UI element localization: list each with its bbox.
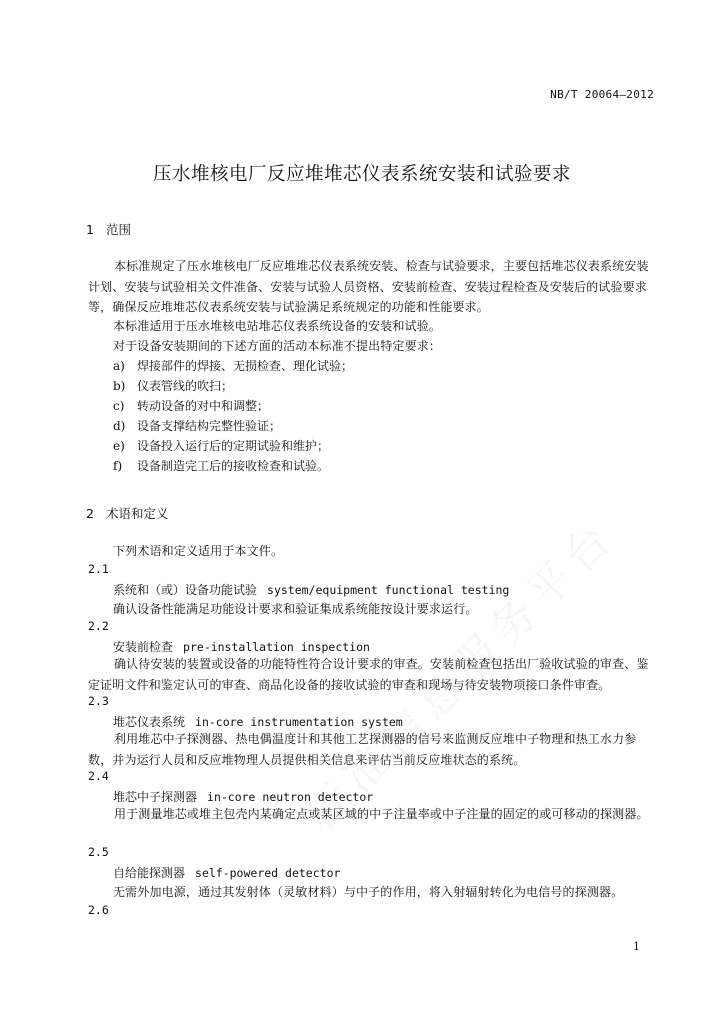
term-cn: 系统和（或）设备功能试验 <box>113 583 258 597</box>
term-heading <box>113 581 509 598</box>
term-definition: 确认设备性能满足功能设计要求和验证集成系统能按设计要求运行。 <box>113 602 478 616</box>
list-text: 焊接部件的焊接、无损检查、理化试验； <box>137 359 354 373</box>
scope-paragraph-2: 本标准适用于压水堆核电站堆芯仪表系统设备的安装和试验。 <box>113 319 442 333</box>
term-en: in-core neutron detector <box>207 790 374 804</box>
list-text: 仪表管线的吹扫； <box>137 379 234 393</box>
section-title: 范围 <box>106 222 132 237</box>
list-item <box>113 357 353 374</box>
list-marker: b) <box>113 379 126 393</box>
list-marker: a) <box>113 359 125 373</box>
list-item <box>113 397 269 414</box>
section-number: 1 <box>86 222 94 237</box>
term-en: self-powered detector <box>195 866 341 880</box>
list-item <box>113 417 281 434</box>
section-1-heading <box>86 220 131 238</box>
section-number: 2 <box>86 506 94 521</box>
term-definition: 无需外加电源，通过其发射体（灵敏材料）与中子的作用，将入射辐射转化为电信号的探测器。 <box>113 885 624 899</box>
list-item <box>113 377 233 394</box>
list-text: 设备支撑结构完整性验证； <box>137 419 282 433</box>
section-2-heading <box>86 504 169 522</box>
term-en: in-core instrumentation system <box>195 715 403 729</box>
term-definition <box>88 729 658 770</box>
paragraph-text: 本标准规定了压水堆核电厂反应堆堆芯仪表系统安装、检查与试验要求，主要包括堆芯仪表系统安装计划、安装与试验相关文件准备、安装与试验人员资格、安装前检查、安装过程检查及安装后的试验要求等，确保反应堆堆芯仪表系统安装与试验满足系统规定的功能和性能要求。 <box>88 259 649 314</box>
term-cn: 安装前检查 <box>113 640 174 654</box>
section-title: 术语和定义 <box>106 506 169 521</box>
document-title: 压水堆核电厂反应堆堆芯仪表系统安装和试验要求 <box>152 164 571 185</box>
term-heading <box>113 638 370 655</box>
paragraph-text: 确认待安装的装置或设备的功能特性符合设计要求的审查。安装前检查包括出厂验收试验的审查、鉴定证明文件和鉴定认可的审查、商品化设备的接收试验的审查和现场与待安装物项接口条件审查。 <box>88 657 649 692</box>
term-cn: 堆芯中子探测器 <box>113 790 198 804</box>
term-heading <box>113 713 403 730</box>
term-en: system/equipment functional testing <box>267 583 510 597</box>
list-marker: f) <box>113 459 123 473</box>
term-definition <box>88 654 658 695</box>
terms-intro: 下列术语和定义适用于本文件。 <box>113 544 284 558</box>
list-marker: c) <box>113 399 125 413</box>
paragraph-text: 利用堆芯中子探测器、热电偶温度计和其他工艺探测器的信号来监测反应堆中子物理和热工水力参数，并为运行人员和反应堆物理人员提供相关信息来评估当前反应堆状态的系统。 <box>88 732 637 767</box>
page-number: 1 <box>633 940 640 953</box>
term-cn: 自给能探测器 <box>113 866 186 880</box>
list-marker: d) <box>113 419 126 433</box>
list-item <box>113 457 329 474</box>
clause-number: 2.1 <box>88 562 109 576</box>
list-text: 转动设备的对中和调整； <box>137 399 270 413</box>
paragraph-text: 用于测量堆芯或堆主包壳内某确定点或某区域的中子注量率或中子注量的固定的或可移动的探测器。 <box>114 807 649 821</box>
list-item <box>113 437 329 454</box>
clause-number: 2.4 <box>88 769 109 783</box>
term-heading <box>113 788 373 805</box>
term-definition <box>88 804 658 825</box>
list-text: 设备投入运行后的定期试验和维护； <box>137 439 330 453</box>
term-cn: 堆芯仪表系统 <box>113 715 186 729</box>
scope-paragraph-1 <box>88 256 658 318</box>
clause-number: 2.5 <box>88 845 109 859</box>
term-heading <box>113 864 340 881</box>
clause-number: 2.3 <box>88 694 109 708</box>
list-marker: e) <box>113 439 125 453</box>
clause-number: 2.2 <box>88 619 109 633</box>
term-en: pre-installation inspection <box>183 640 370 654</box>
standard-code: NB/T 20064—2012 <box>550 88 654 101</box>
clause-number: 2.6 <box>88 903 109 917</box>
list-text: 设备制造完工后的接收检查和试验。 <box>137 459 330 473</box>
scope-paragraph-3: 对于设备安装期间的下述方面的活动本标准不提出特定要求： <box>113 339 442 353</box>
